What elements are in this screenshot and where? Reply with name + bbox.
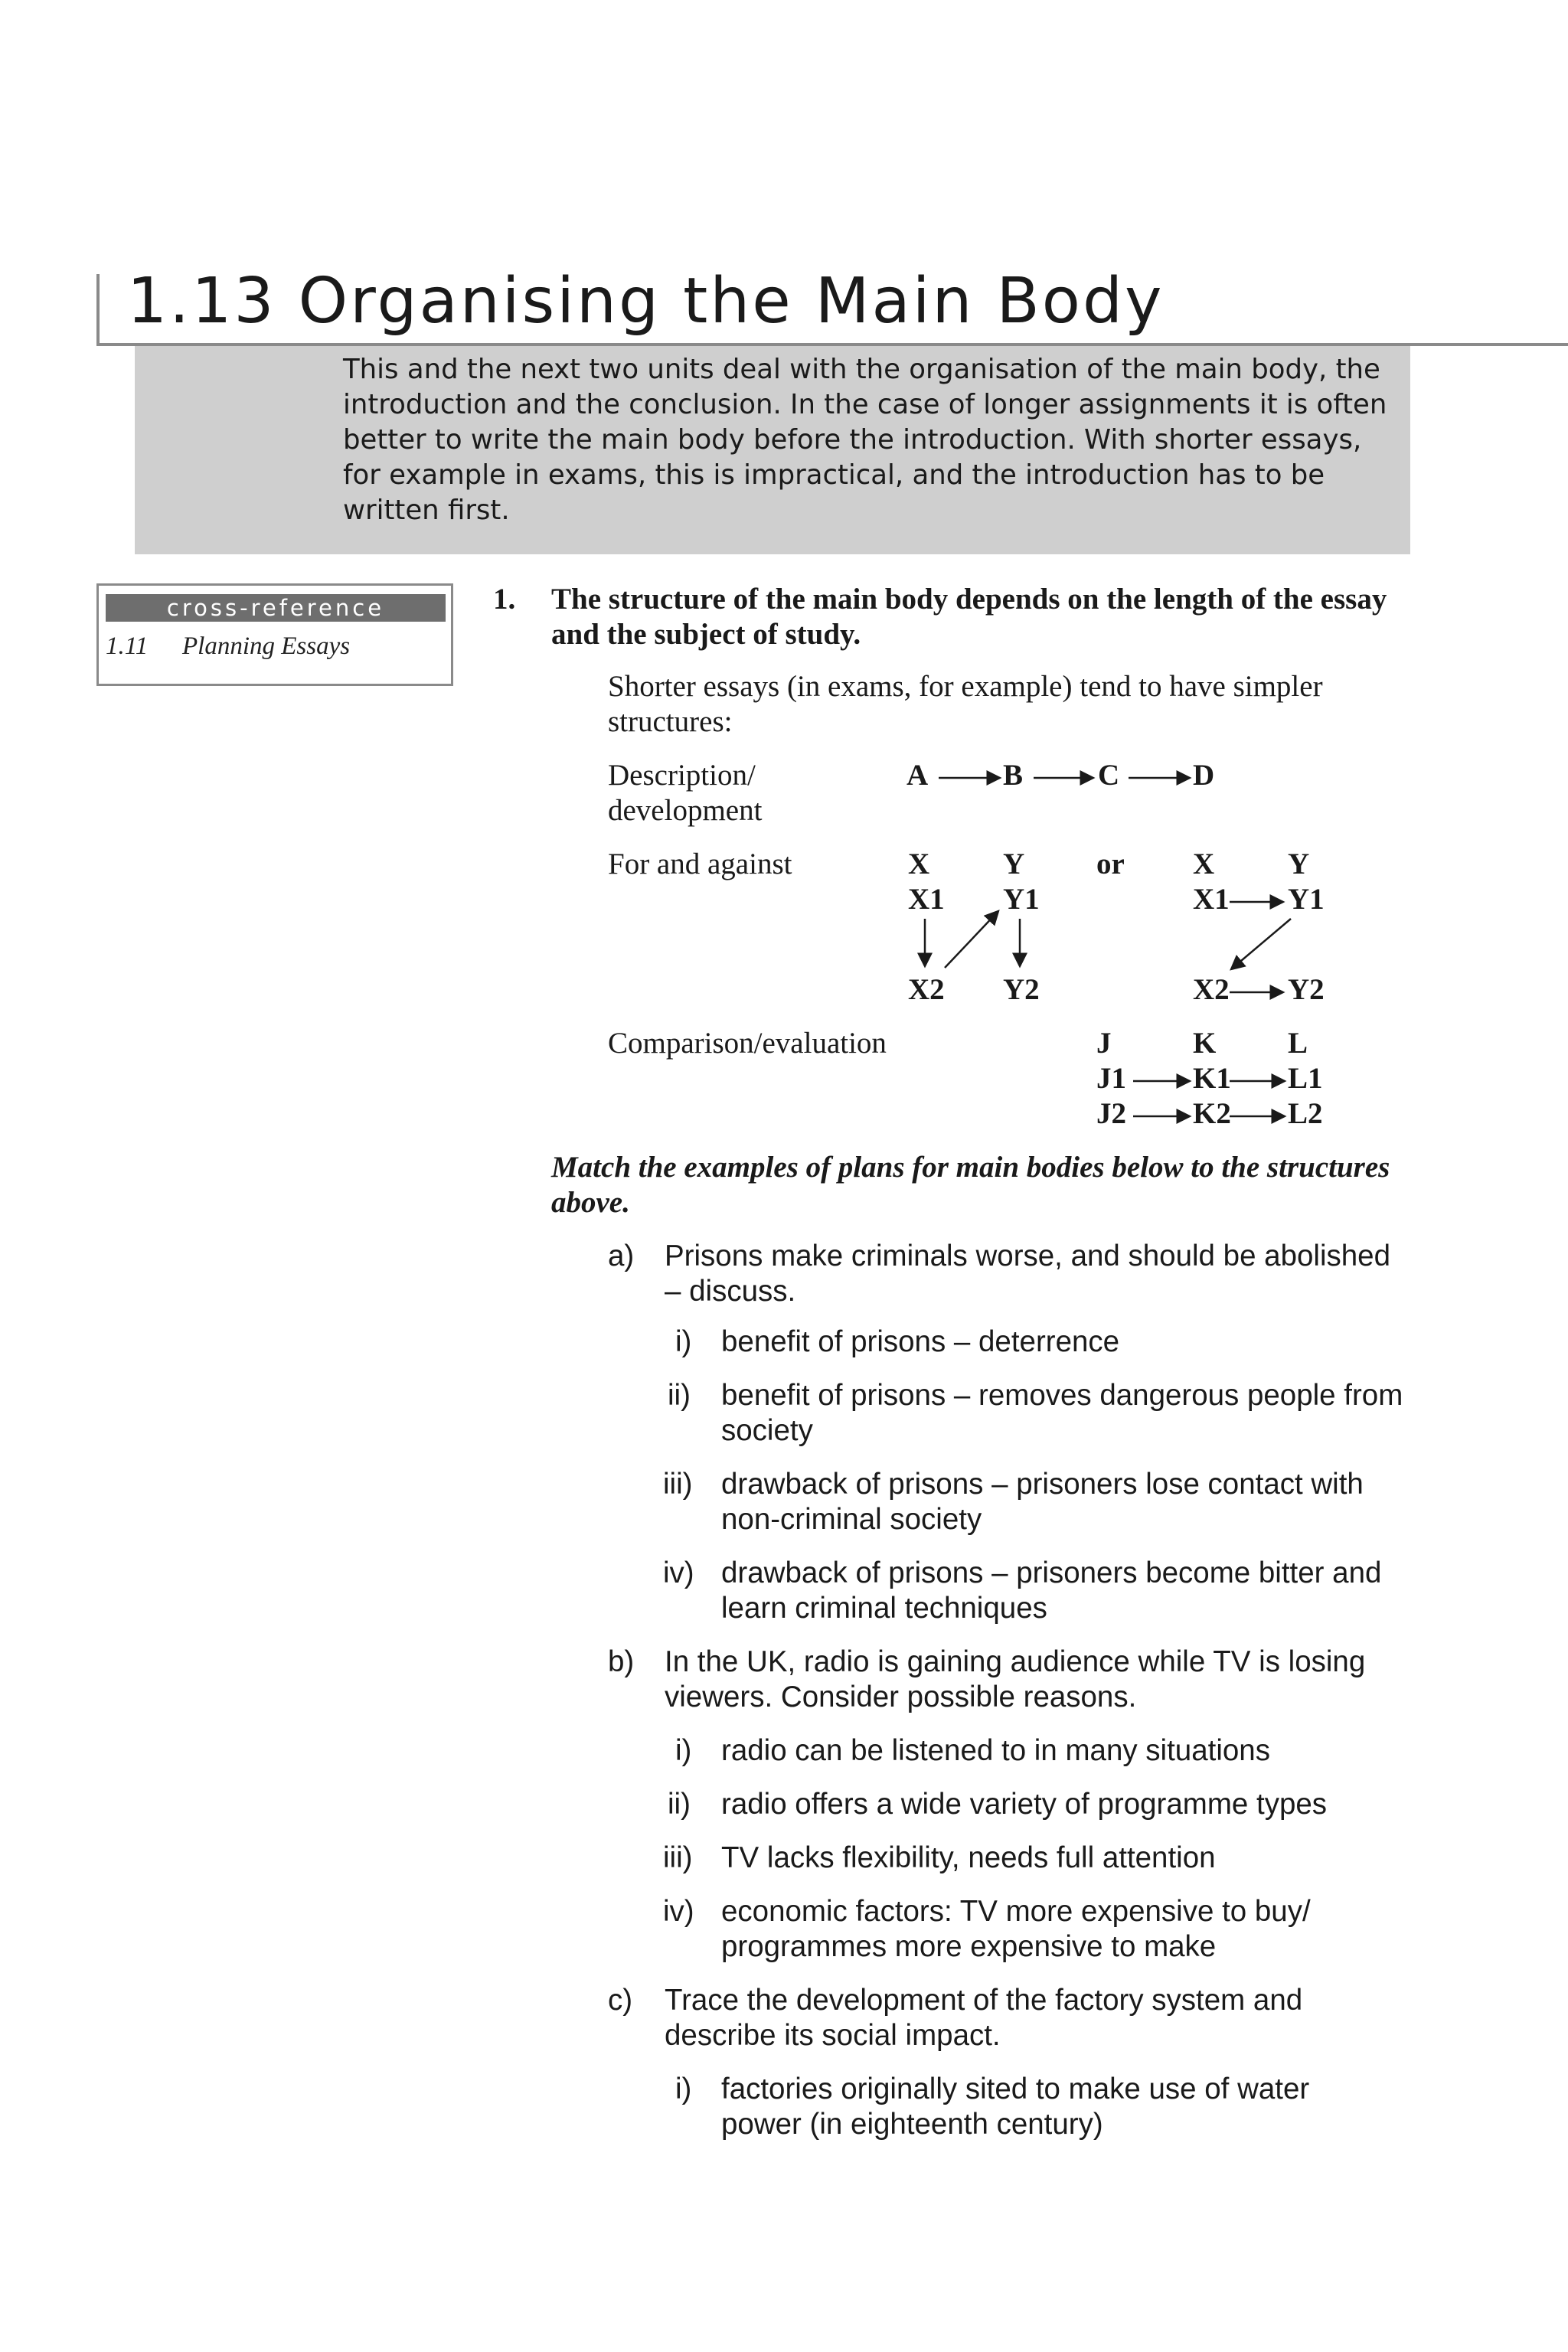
structure-letter: X xyxy=(908,848,930,880)
cross-reference-number: 1.11 xyxy=(106,632,149,660)
structure-letter: Y1 xyxy=(1003,883,1040,916)
example-prompt: In the UK, radio is gaining audience while TV is losing viewers. Consider possible reasons. xyxy=(665,1645,1366,1713)
item-marker: iii) xyxy=(663,1841,693,1874)
structure-letter: X2 xyxy=(908,973,945,1006)
item-marker: i) xyxy=(675,2073,692,2105)
structure-letter: J2 xyxy=(1096,1097,1126,1130)
structure-letter: J1 xyxy=(1096,1062,1126,1095)
structure-letter: K1 xyxy=(1193,1062,1231,1095)
structure-letter: X xyxy=(1193,848,1215,880)
structure-letter: L2 xyxy=(1288,1097,1323,1130)
structure-letter: L xyxy=(1288,1027,1308,1060)
structure-letter: Y1 xyxy=(1288,883,1325,916)
item-marker: iv) xyxy=(663,1557,694,1589)
structure-letter: C xyxy=(1098,759,1120,792)
structure-letter: Y xyxy=(1288,848,1310,880)
arrow-y1-x2 xyxy=(1231,919,1291,969)
example-marker: c) xyxy=(608,1984,633,2017)
instruction: Match the examples of plans for main bodies below to the structures above. xyxy=(551,1151,1390,1219)
structure-letter: Y2 xyxy=(1003,973,1040,1006)
structure-letter: X1 xyxy=(908,883,945,916)
structure-letter: L1 xyxy=(1288,1062,1323,1095)
question-number: 1. xyxy=(493,583,516,616)
example-prompt: Trace the development of the factory system and describe its social impact. xyxy=(665,1984,1303,2052)
item-text: drawback of prisons – prisoners lose contact with non-criminal society xyxy=(721,1468,1364,1536)
item-marker: iii) xyxy=(663,1468,693,1501)
item-marker: i) xyxy=(675,1734,692,1767)
structure-letter: K xyxy=(1193,1027,1217,1060)
intro-text: This and the next two units deal with the organisation of the main body, the introduction and the conclusion. In the case of longer assignments it is often better to write the main body before the introduction. With shorter essays, for example in exams, this is impractical, and the introduction has to be written first. xyxy=(343,354,1387,526)
item-text: benefit of prisons – deterrence xyxy=(721,1325,1120,1358)
item-marker: i) xyxy=(675,1325,692,1358)
item-text: factories originally sited to make use of water power (in eighteenth century) xyxy=(721,2073,1310,2141)
structure-label-description: Description/ development xyxy=(608,759,763,827)
structure-letter: A xyxy=(906,759,929,792)
cross-reference-label: cross-reference xyxy=(106,594,446,622)
structure-label-comparison: Comparison/evaluation xyxy=(608,1027,887,1060)
item-marker: ii) xyxy=(668,1379,691,1412)
arrow-x2-y1 xyxy=(945,911,998,968)
structure-letter: J xyxy=(1096,1027,1112,1060)
item-text: drawback of prisons – prisoners become bitter and learn criminal techniques xyxy=(721,1557,1382,1625)
example-prompt: Prisons make criminals worse, and should be abolished – discuss. xyxy=(665,1240,1391,1308)
structure-label-for-against: For and against xyxy=(608,848,792,880)
item-text: radio can be listened to in many situations xyxy=(721,1734,1270,1767)
structure-or: or xyxy=(1096,848,1125,880)
structure-letter: D xyxy=(1193,759,1215,792)
structure-letter: B xyxy=(1003,759,1024,792)
example-marker: b) xyxy=(608,1645,635,1678)
structure-letter: X2 xyxy=(1193,973,1230,1006)
structure-letter: X1 xyxy=(1193,883,1230,916)
item-marker: ii) xyxy=(668,1788,691,1821)
page-title: 1.13 Organising the Main Body xyxy=(127,265,1165,338)
structure-letter: Y xyxy=(1003,848,1025,880)
question-paragraph: Shorter essays (in exams, for example) tend to have simpler structures: xyxy=(608,670,1323,738)
item-text: radio offers a wide variety of programme types xyxy=(721,1788,1328,1821)
structure-letter: K2 xyxy=(1193,1097,1231,1130)
question-text: The structure of the main body depends on the length of the essay and the subject of study. xyxy=(551,583,1387,651)
example-marker: a) xyxy=(608,1240,635,1272)
item-text: TV lacks flexibility, needs full attention xyxy=(721,1841,1216,1874)
item-text: benefit of prisons – removes dangerous people from society xyxy=(721,1379,1403,1447)
cross-reference-title: Planning Essays xyxy=(182,632,351,660)
item-text: economic factors: TV more expensive to buy/ programmes more expensive to make xyxy=(721,1895,1311,1963)
item-marker: iv) xyxy=(663,1895,694,1928)
structure-letter: Y2 xyxy=(1288,973,1325,1006)
